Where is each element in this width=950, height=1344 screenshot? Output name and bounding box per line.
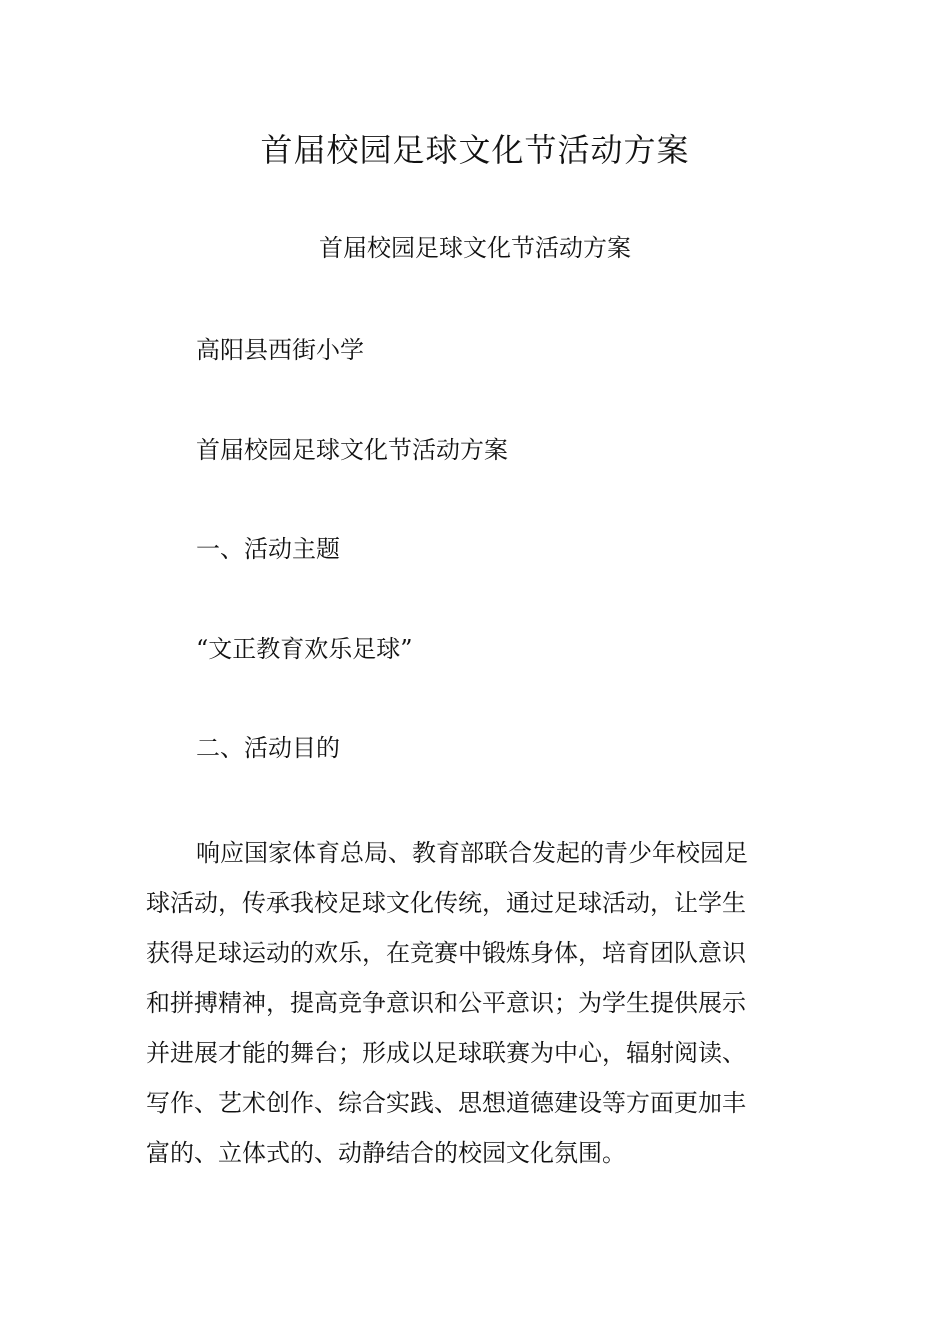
section-heading-purpose: 二、活动目的 xyxy=(196,734,340,762)
document-subtitle: 首届校园足球文化节活动方案 xyxy=(319,234,631,262)
paragraph-line: 和拼搏精神，提高竞争意识和公平意识；为学生提供展示 xyxy=(146,989,746,1017)
school-name: 高阳县西街小学 xyxy=(196,336,364,364)
paragraph-line: 响应国家体育总局、教育部联合发起的青少年校园足 xyxy=(196,839,748,867)
paragraph-line: 球活动，传承我校足球文化传统，通过足球活动，让学生 xyxy=(146,889,746,917)
paragraph-line: 获得足球运动的欢乐，在竞赛中锻炼身体，培育团队意识 xyxy=(146,939,746,967)
plan-heading: 首届校园足球文化节活动方案 xyxy=(196,436,508,464)
purpose-paragraph xyxy=(146,828,806,1178)
theme-text: “文正教育欢乐足球” xyxy=(196,635,413,663)
paragraph-line: 写作、艺术创作、综合实践、思想道德建设等方面更加丰 xyxy=(146,1089,746,1117)
document-title: 首届校园足球文化节活动方案 xyxy=(260,131,690,169)
paragraph-line: 富的、立体式的、动静结合的校园文化氛围。 xyxy=(146,1139,626,1167)
section-heading-theme: 一、活动主题 xyxy=(196,535,340,563)
paragraph-line: 并进展才能的舞台；形成以足球联赛为中心，辐射阅读、 xyxy=(146,1039,746,1067)
